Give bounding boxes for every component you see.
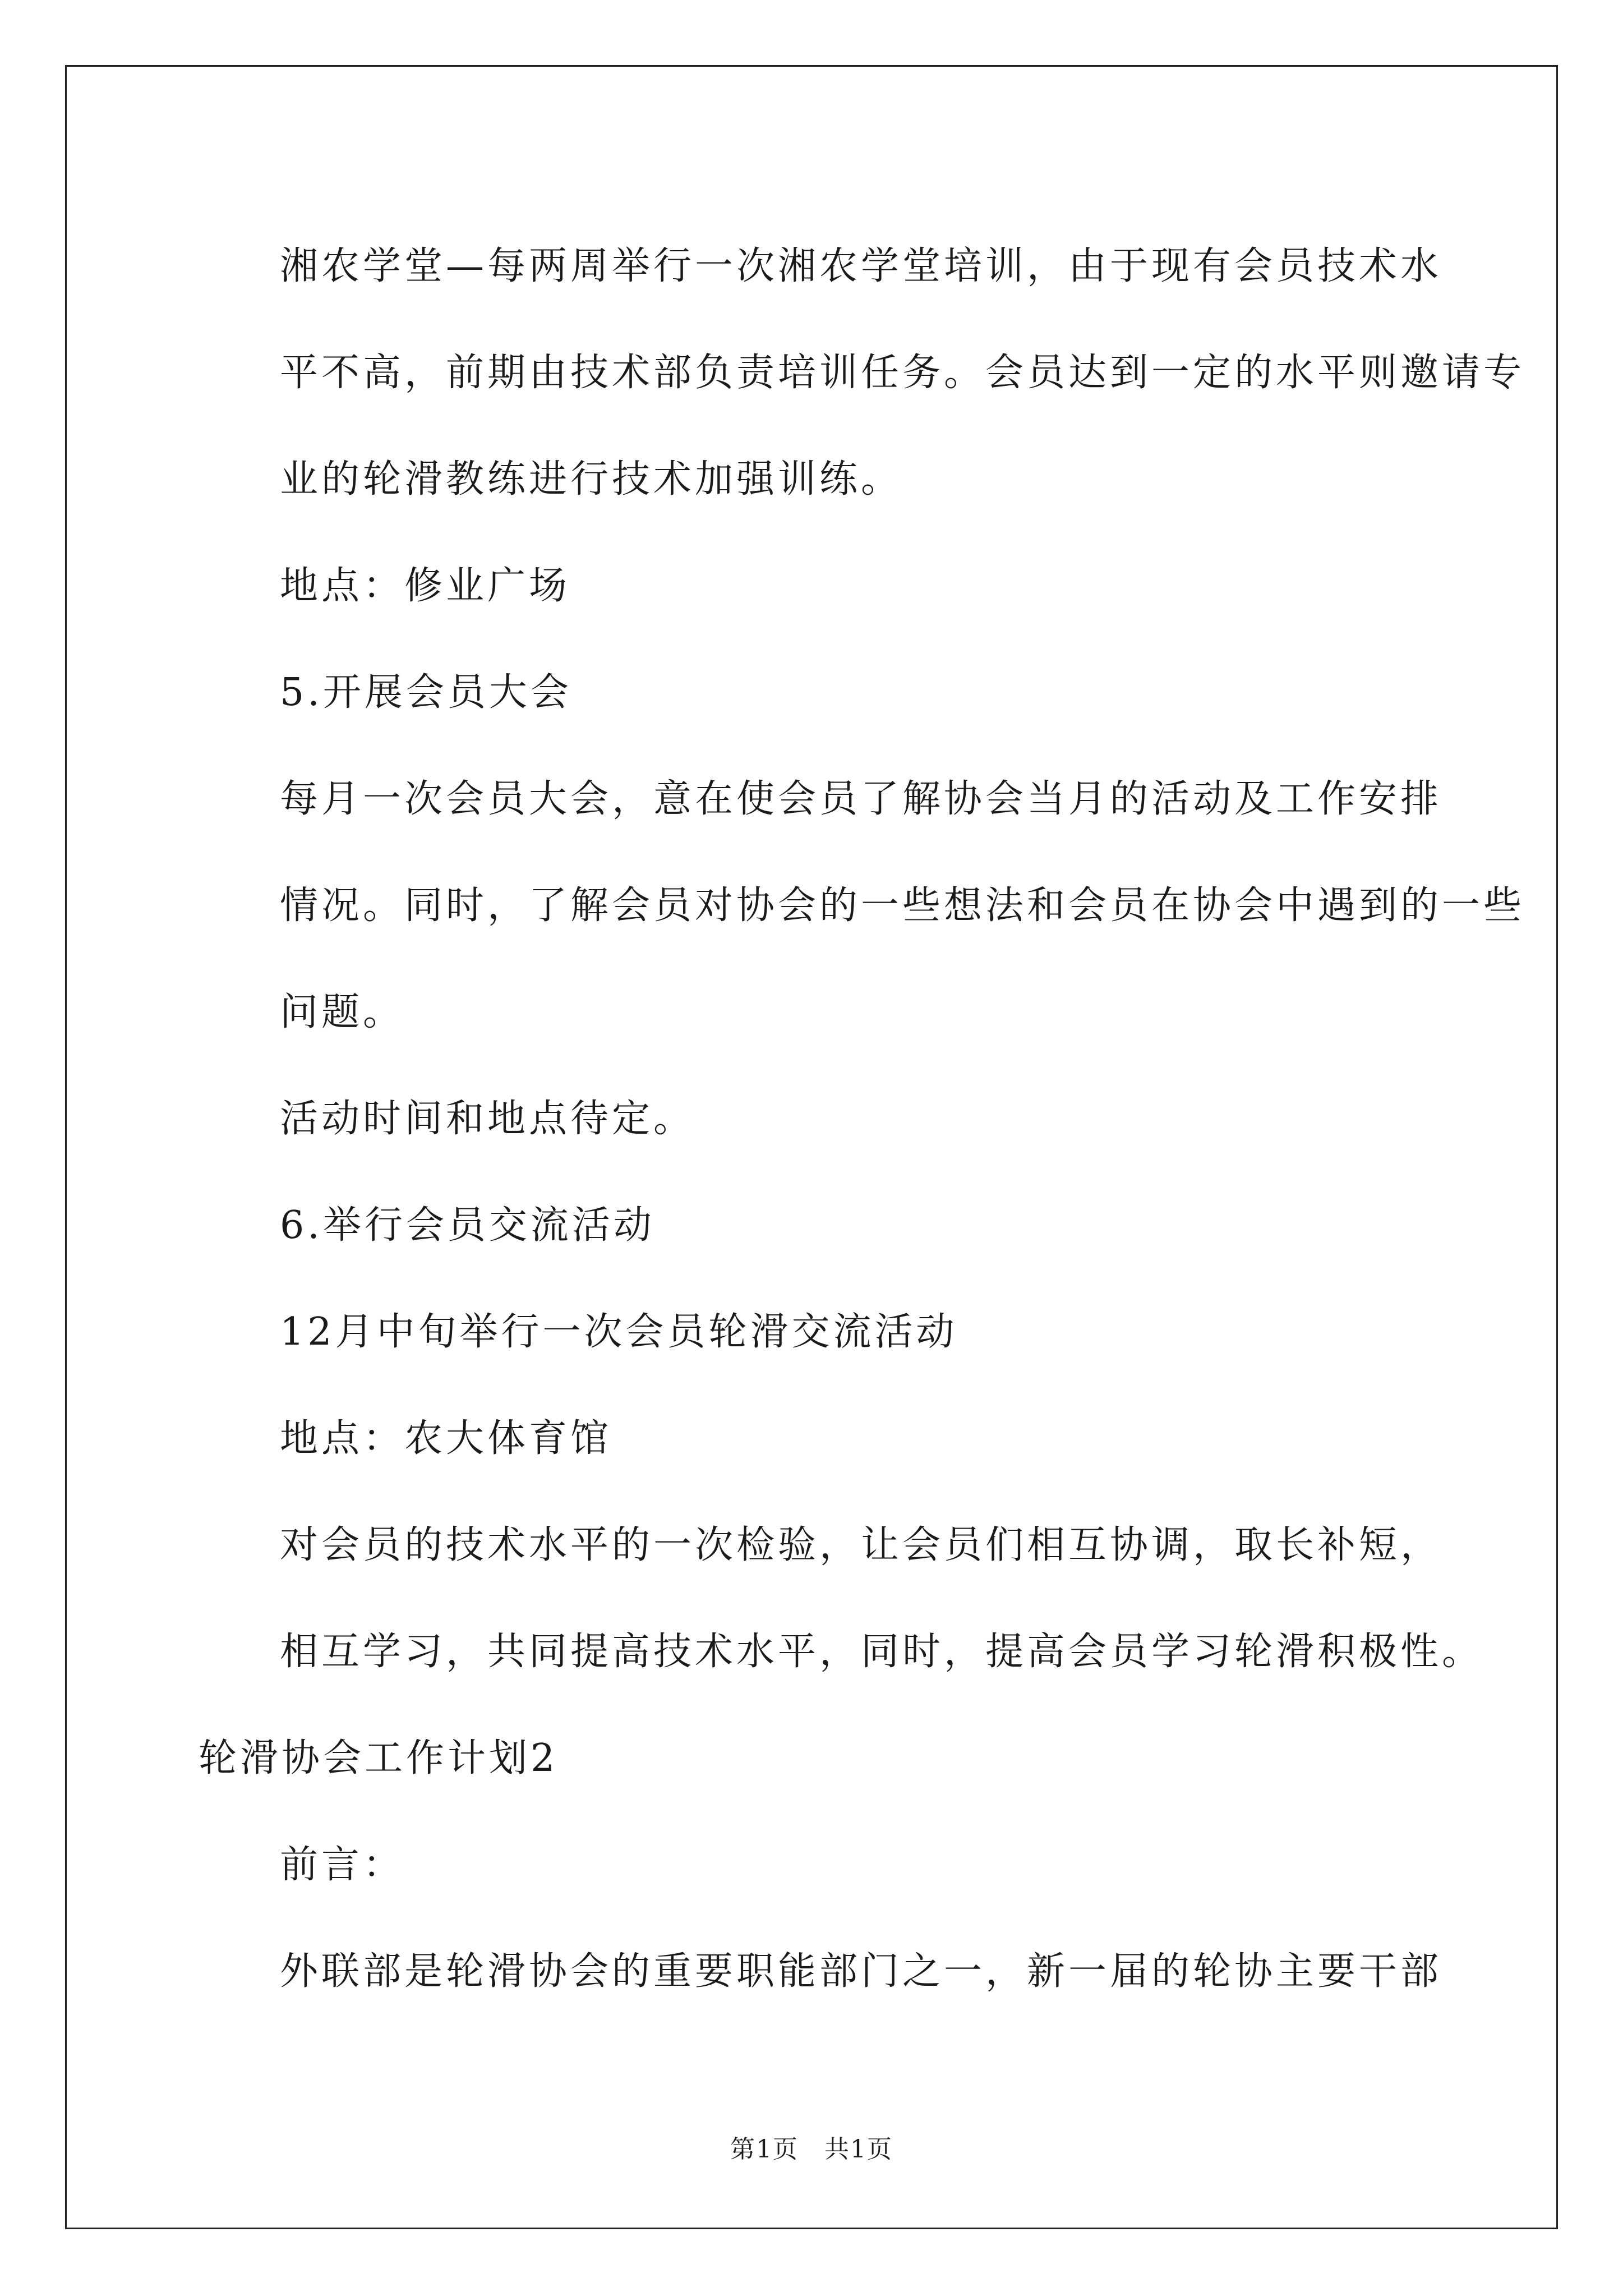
text-line: 6.举行会员交流活动 — [280, 1203, 655, 1248]
text-line: 对会员的技术水平的一次检验，让会员们相互协调，取长补短， — [280, 1523, 1442, 1567]
paragraph-monthly-meeting — [199, 746, 1525, 1066]
text-line: 业的轮滑教练进行技术加强训练。 — [280, 457, 903, 501]
paragraph-xiangnong-training — [199, 213, 1525, 533]
text-line: 外联部是轮滑协会的重要职能部门之一，新一届的轮协主要干部 — [280, 1949, 1442, 1994]
text-line: 轮滑协会工作计划2 — [199, 1736, 559, 1780]
page-number-footer: 第1页 共1页 — [730, 2135, 893, 2164]
text-line: 相互学习，共同提高技术水平，同时，提高会员学习轮滑积极性。 — [280, 1630, 1484, 1674]
text-line: 地点：修业广场 — [280, 564, 571, 608]
text-line: 地点：农大体育馆 — [280, 1416, 612, 1461]
text-line: 5.开展会员大会 — [280, 670, 572, 715]
text-line: 前言： — [280, 1843, 405, 1887]
text-line: 12月中旬举行一次会员轮滑交流活动 — [280, 1310, 958, 1354]
paragraph-external-department — [199, 1918, 1442, 2025]
document-body — [199, 213, 1525, 2025]
text-line: 平不高，前期由技术部负责培训任务。会员达到一定的水平则邀请专 — [280, 351, 1525, 395]
document-title-plan-2 — [199, 1705, 1432, 1812]
paragraph-preface-label — [199, 1812, 1432, 1918]
text-line: 湘农学堂—每两周举行一次湘农学堂培训，由于现有会员技术水 — [280, 244, 1442, 288]
text-line: 问题。 — [280, 990, 405, 1034]
text-line: 活动时间和地点待定。 — [280, 1097, 695, 1141]
paragraph-december-activity — [199, 1279, 1432, 1386]
section-heading-exchange-activity — [199, 1172, 1432, 1279]
paragraph-location-gym — [199, 1386, 1432, 1492]
text-line: 每月一次会员大会，意在使会员了解协会当月的活动及工作安排 — [280, 777, 1442, 821]
paragraph-location-xiuye — [199, 533, 1432, 639]
paragraph-skill-check — [199, 1492, 1484, 1705]
section-heading-member-meeting — [199, 639, 1432, 746]
paragraph-time-tbd — [199, 1066, 1432, 1172]
text-line: 情况。同时，了解会员对协会的一些想法和会员在协会中遇到的一些 — [280, 884, 1525, 928]
